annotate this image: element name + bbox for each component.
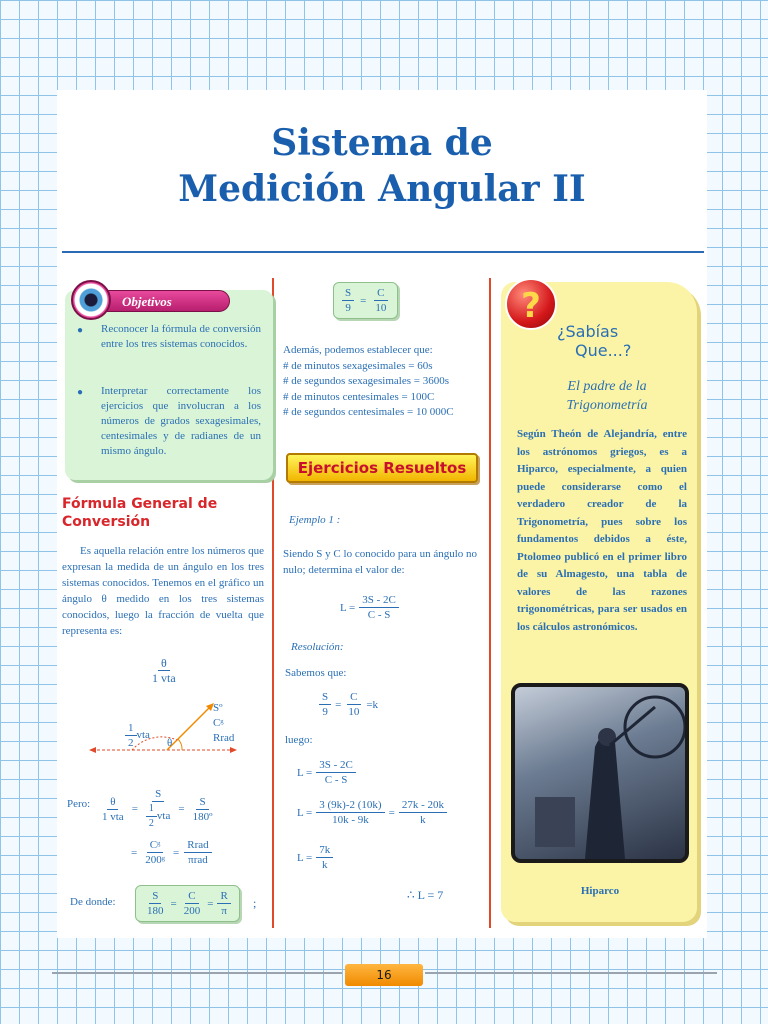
sabemos-label: Sabemos que: xyxy=(285,667,347,679)
objetivo-item: Reconocer la fórmula de conversión entre los tres sistemas conocidos. xyxy=(101,323,261,350)
hiparco-portrait xyxy=(511,683,689,863)
frac-num: S xyxy=(319,690,331,705)
title-divider xyxy=(62,251,704,253)
frac-den: 200ᵍ xyxy=(145,854,166,866)
label-radian: Rrad xyxy=(213,732,235,744)
top-equation-box: $\frac{S}{9}$ = $\frac{C}{10}$ xyxy=(333,282,398,319)
frac-num: 3S - 2C xyxy=(359,593,399,608)
frac-den: 1 vta xyxy=(152,671,176,685)
column-divider-right xyxy=(489,278,491,928)
ejercicios-resueltos-banner: Ejercicios Resueltos xyxy=(286,453,478,483)
pero-label: Pero: xyxy=(67,798,91,810)
frac-den: π xyxy=(221,905,227,917)
angle-diagram xyxy=(87,685,267,760)
frac-num: R xyxy=(217,889,230,904)
pero-equation-2: = $\frac{\text{Cᵍ}}{\text{200ᵍ}}$ = $\frac{\text{Rrad}}{\text{πrad}}$ xyxy=(131,838,212,867)
frac-num: C xyxy=(347,690,360,705)
frac-num: S xyxy=(196,795,208,810)
ejemplo-label: Ejemplo 1 : xyxy=(289,514,341,526)
ademas-list xyxy=(283,343,488,421)
L-equation xyxy=(340,593,399,622)
footer-rule-left xyxy=(52,972,342,974)
label-centesimal: Cᵍ xyxy=(213,717,224,729)
question-mark-icon: ? xyxy=(505,278,557,330)
frac-num: Rrad xyxy=(184,838,211,853)
frac-den: 180º xyxy=(192,810,213,823)
sabias-body: Según Theón de Alejandría, entre los astrónomos griegos, es a Hiparco, especialmente, a quien puede considerarse como el verdadero creador de la Trigonometría, pues sobre los fundamentos debidos a éste, Ptolomeo publicó en el primer libro de su Almagesto, una tabla de valores de las razones trigonométricas, para ser usados en los cálculos astronómicos. xyxy=(517,428,687,633)
sabias-subtitle: El padre de la Trigonometría xyxy=(566,379,648,413)
frac-num: θ xyxy=(158,656,170,671)
frac-num: S xyxy=(149,889,161,904)
objetivo-item: Interpretar correctamente los ejercicios que involucran a los números de grados sexagesimales, centesimales y de radianes de un mismo ángulo. xyxy=(101,385,261,457)
frac-den: k xyxy=(322,859,328,871)
semicolon: ; xyxy=(253,896,257,910)
step-3 xyxy=(297,843,333,872)
L-lhs: L = xyxy=(297,766,313,779)
frac-den: 200 xyxy=(183,905,201,917)
sabias-title-line-2: Que...? xyxy=(575,341,632,360)
step-1 xyxy=(297,758,356,787)
page-title xyxy=(57,120,707,212)
hiparco-caption: Hiparco xyxy=(580,885,620,897)
frac-num: 1 xyxy=(146,802,157,817)
equals-k: =k xyxy=(366,698,379,711)
ademas-line: # de segundos sexagesimales = 3600s xyxy=(283,375,449,387)
resolucion-label: Resolución: xyxy=(291,641,344,653)
ademas-line: # de segundos centesimales = 10 000C xyxy=(283,406,454,418)
frac-den: 2 xyxy=(148,818,154,829)
title-line-2: Medición Angular II xyxy=(178,168,586,210)
frac-den: 9 xyxy=(345,302,351,314)
drop-bullet-icon: ● xyxy=(77,325,84,336)
frac-den: 10k - 9k xyxy=(332,814,369,826)
eye-icon xyxy=(71,280,111,320)
frac-num: S xyxy=(342,286,354,301)
de-donde-label: De donde: xyxy=(70,896,116,908)
frac-num: 3S - 2C xyxy=(316,758,356,773)
title-line-1: Sistema de xyxy=(271,122,493,164)
frac-den: C - S xyxy=(367,609,391,621)
vta-label: vta xyxy=(136,729,150,742)
label-sexagesimal: Sº xyxy=(213,702,223,714)
objetivos-banner: Objetivos xyxy=(95,290,230,312)
frac-num: S xyxy=(152,787,164,802)
objetivos-box xyxy=(65,290,273,480)
diagram-units xyxy=(213,701,234,746)
fraction-theta-vta xyxy=(149,656,179,685)
frac-num: 1 xyxy=(125,721,137,736)
frac-num: C xyxy=(374,286,387,301)
footer-rule-right xyxy=(425,972,717,974)
page-number: 16 xyxy=(345,964,423,986)
drop-bullet-icon: ● xyxy=(77,387,84,398)
vta-label: vta xyxy=(156,810,171,823)
step-2: L = $\frac{3 (9k)-2 (10k)}{10k - 9k}$ = $\frac{27k - 20k}{k}$ xyxy=(297,798,447,827)
frac-den: k xyxy=(420,814,426,826)
ademas-line: # de minutos sexagesimales = 60s xyxy=(283,359,433,372)
frac-num: 3 (9k)-2 (10k) xyxy=(316,798,384,813)
frac-den: C - S xyxy=(324,774,348,786)
diagram-theta: θ xyxy=(167,737,173,749)
sabemos-equation: $\frac{S}{9}$ = $\frac{C}{10}$ =k xyxy=(319,690,378,719)
frac-num: θ xyxy=(107,795,118,810)
L-lhs: L = xyxy=(297,806,313,819)
frac-den: 10 xyxy=(348,706,360,718)
enunciado: Siendo S y C lo conocido para un ángulo no nulo; determina el valor de: xyxy=(283,548,478,576)
ademas-line: # de minutos centesimales = 100C xyxy=(283,390,435,403)
hiparco-illustration xyxy=(515,687,685,859)
sabias-que-title xyxy=(557,322,657,360)
L-lhs: L = xyxy=(297,851,313,864)
frac-num: 27k - 20k xyxy=(399,798,447,813)
frac-den: 1 vta xyxy=(102,810,124,823)
luego-label: luego: xyxy=(285,734,313,746)
formula-heading: Fórmula General de Conversión xyxy=(62,496,218,530)
formula-paragraph: Es aquella relación entre los números que expresan la medida de un ángulo en los tres sistemas conocidos. Tenemos en el gráfico un ángulo θ medido en los tres sistemas conocidos, luego la fracción de vuelta que representa es: xyxy=(62,545,264,637)
diagram-half-vta xyxy=(125,721,150,750)
ademas-line: Además, podemos establecer que: xyxy=(283,344,433,356)
result: ∴ L = 7 xyxy=(407,888,444,902)
frac-den: 180 xyxy=(147,905,164,917)
frac-num: Cᵍ xyxy=(147,838,164,853)
pero-equation: $\frac{\theta}{\text{1 vta}}$ = S $\frac{1}{2}$ vta = $\frac{S}{\text{180º}}$ xyxy=(99,787,216,831)
frac-den: 9 xyxy=(322,706,328,718)
frac-den: 10 xyxy=(375,302,387,314)
sabias-title-line-1: ¿Sabías xyxy=(557,322,619,341)
frac-den: 2 xyxy=(128,737,134,749)
general-formula-box: $\frac{S}{180}$ = $\frac{C}{200}$ = $\frac{R}{\pi}$ xyxy=(135,885,240,922)
frac-num: C xyxy=(185,889,198,904)
frac-den: πrad xyxy=(188,854,208,866)
L-lhs: L = xyxy=(340,601,356,614)
frac-num: 7k xyxy=(316,843,333,858)
